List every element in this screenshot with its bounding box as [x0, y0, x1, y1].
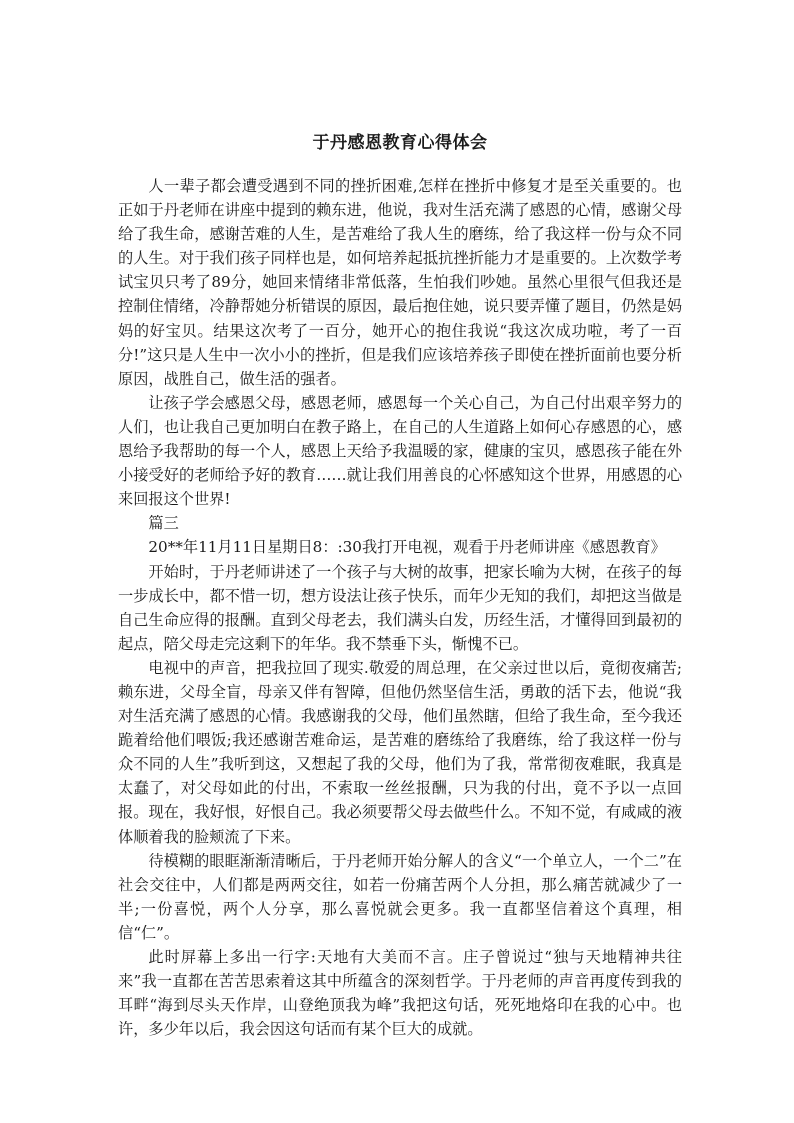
document-title: 于丹感恩教育心得体会 — [312, 133, 488, 153]
paragraph-4: 电视中的声音，把我拉回了现实.敬爱的周总理，在父亲过世以后，竟彻夜痛苦;赖东进，父母全盲，母亲又伴有智障，但他仍然坚信生活，勇敢的活下去，他说“我对生活充满了感恩的心情。我感谢我的父母，他们虽然瞎，但给了我生命，至今我还跪着给他们喂饭;我还感谢苦难命运，是苦难的磨练给了我磨练，给了我这样一份与众不同的人生”我听到这，又想起了我的父母，他们为了我，常常彻夜难眠，我真是太蠢了，对父母如此的付出，不索取一丝丝报酬，只为我的付出，竟不予以一点回报。现在，我好恨，好恨自己。我必须要帮父母去做些什么。不知不觉，有咸咸的液体顺着我的脸颊流了下来。 — [118, 658, 682, 846]
paragraph-2: 让孩子学会感恩父母，感恩老师，感恩每一个关心自己，为自己付出艰辛努力的人们，也让我自己更加明白在教子路上，在自己的人生道路上如何心存感恩的心，感恩给予我帮助的每一个人，感恩上天给予我温暖的家，健康的宝贝，感恩孩子能在外小接受好的老师给予好的教育……就让我们用善良的心怀感知这个世界，用感恩的心来回报这个世界! — [118, 393, 682, 509]
section-label: 篇三 — [148, 514, 179, 533]
paragraph-3: 开始时，于丹老师讲述了一个孩子与大树的故事，把家长喻为大树，在孩子的每一步成长中，都不惜一切，想方设法让孩子快乐，而年少无知的我们，却把这当做是自己生命应得的报酬。直到父母老去，我们满头白发，历经生活，才懂得回到最初的起点，陪父母走完这剩下的年华。我不禁垂下头，惭愧不已。 — [118, 562, 682, 653]
paragraph-6: 此时屏幕上多出一行字:天地有大美而不言。庄子曾说过“独与天地精神共往来”我一直都在苦苦思索着这其中所蕴含的深刻哲学。于丹老师的声音再度传到我的耳畔“海到尽头天作岸，山登绝顶我为峰”我把这句话，死死地烙印在我的心中。也许，多少年以后，我会因这句话而有某个巨大的成就。 — [118, 948, 682, 1039]
paragraph-5: 待模糊的眼眶渐渐清晰后，于丹老师开始分解人的含义“一个单立人，一个二”在社会交往中，人们都是两两交往，如若一份痛苦两个人分担，那么痛苦就减少了一半;一份喜悦，两个人分享，那么喜悦就会更多。我一直都坚信着这个真理，相信“仁”。 — [118, 851, 682, 942]
paragraph-1: 人一辈子都会遭受遇到不同的挫折困难,怎样在挫折中修复才是至关重要的。也正如于丹老师在讲座中提到的赖东进，他说，我对生活充满了感恩的心情，感谢父母给了我生命，感谢苦难的人生，是苦难给了我人生的磨练，给了我这样一份与众不同的人生。对于我们孩子同样也是，如何培养起抵抗挫折能力才是重要的。上次数学考试宝贝只考了89分，她回来情绪非常低落，生怕我们吵她。虽然心里很气但我还是控制住情绪，冷静帮她分析错误的原因，最后抱住她，说只要弄懂了题目，仍然是妈妈的好宝贝。结果这次考了一百分，她开心的抱住我说“我这次成功啦，考了一百分!”这只是人生中一次小小的挫折，但是我们应该培养孩子即使在挫折面前也要分析原因，战胜自己，做生活的强者。 — [118, 177, 682, 388]
paragraph-date: 20**年11月11日星期日8：:30我打开电视，观看于丹老师讲座《感恩教育》 — [148, 538, 666, 557]
